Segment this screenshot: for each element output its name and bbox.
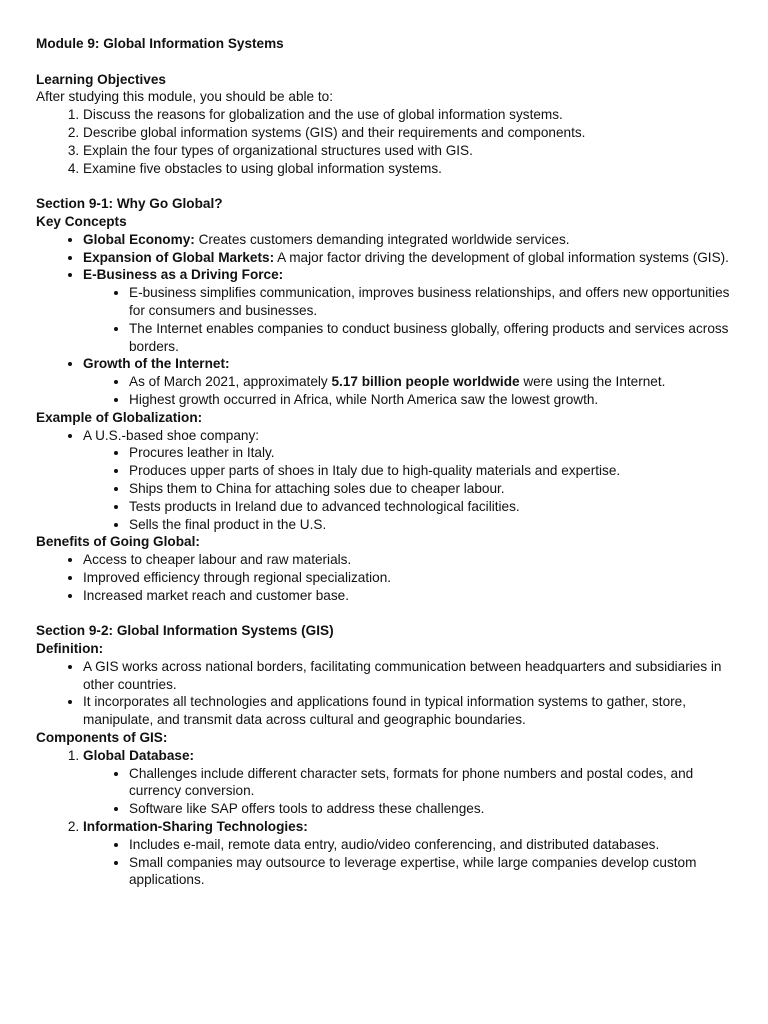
sub-item: • Tests products in Ireland due to advanced technological facilities. (129, 498, 736, 516)
example-text: A U.S.-based shoe company: (83, 427, 260, 443)
definition-item: • It incorporates all technologies and applications found in typical information systems to gather, store, manipulate, and transmit data across cultural and geographic boundaries. (83, 693, 736, 729)
text: were using the Internet. (519, 374, 666, 390)
sub-list (83, 836, 736, 889)
term: E-Business as a Driving Force: (83, 267, 284, 283)
learning-objectives-heading: Learning Objectives (36, 71, 166, 87)
components-list (36, 747, 736, 889)
sub-item: • Includes e-mail, remote data entry, audio/video conferencing, and distributed databases. (129, 836, 736, 854)
spacer (36, 605, 736, 623)
sub-list (83, 373, 736, 409)
example-list (36, 427, 736, 534)
key-concepts-list (36, 231, 736, 409)
term-text: A major factor driving the development of global information systems (GIS). (274, 249, 729, 265)
sub-item: • Sells the final product in the U.S. (129, 516, 736, 534)
benefits-heading: Benefits of Going Global: (36, 534, 200, 550)
sub-list (83, 444, 736, 533)
document-body (36, 35, 736, 889)
term-text: Creates customers demanding integrated worldwide services. (194, 231, 570, 247)
definition-list (36, 658, 736, 729)
term: Expansion of Global Markets: (83, 249, 275, 265)
sub-item: • The Internet enables companies to conduct business globally, offering products and services across borders. (129, 320, 736, 356)
term: Information-Sharing Technologies: (83, 819, 308, 835)
example-heading: Example of Globalization: (36, 409, 203, 425)
objectives-list (36, 106, 736, 177)
term: Growth of the Internet: (83, 356, 230, 372)
module-title: Module 9: Global Information Systems (36, 36, 284, 51)
term: Global Economy: (83, 231, 195, 247)
benefits-list (36, 551, 736, 604)
objective-item: 4. Examine five obstacles to using global information systems. (83, 160, 736, 178)
sub-item: • Produces upper parts of shoes in Italy due to high-quality materials and expertise. (129, 462, 736, 480)
example-item (83, 427, 736, 534)
sub-list (83, 765, 736, 818)
text: As of March 2021, approximately (129, 374, 332, 390)
definition-item: • A GIS works across national borders, facilitating communication between headquarters and subsidiaries in other countries. (83, 658, 736, 694)
sub-item: • Procures leather in Italy. (129, 444, 736, 462)
benefit-item: • Increased market reach and customer base. (83, 587, 736, 605)
key-concept-item (83, 266, 736, 355)
benefit-item: • Improved efficiency through regional specialization. (83, 569, 736, 587)
objective-item: 3. Explain the four types of organizational structures used with GIS. (83, 142, 736, 160)
sub-item: • Highest growth occurred in Africa, while North America saw the lowest growth. (129, 391, 736, 409)
sub-list (83, 284, 736, 355)
sub-item (129, 373, 736, 391)
objective-item: 2. Describe global information systems (GIS) and their requirements and components. (83, 124, 736, 142)
component-item (83, 747, 736, 818)
objectives-intro: After studying this module, you should be able to: (36, 89, 333, 105)
sub-item: • Small companies may outsource to leverage expertise, while large companies develop custom applications. (129, 854, 736, 890)
section-9-1-heading: Section 9-1: Why Go Global? (36, 196, 223, 212)
sub-item: • Software like SAP offers tools to address these challenges. (129, 800, 736, 818)
objective-item: 1. Discuss the reasons for globalization and the use of global information systems. (83, 106, 736, 124)
key-concepts-heading: Key Concepts (36, 213, 127, 229)
section-9-2-heading: Section 9-2: Global Information Systems (GIS) (36, 623, 334, 639)
spacer (36, 177, 736, 195)
sub-item: • Ships them to China for attaching soles due to cheaper labour. (129, 480, 736, 498)
sub-item: • Challenges include different character sets, formats for phone numbers and postal codes, and currency conversion. (129, 765, 736, 801)
key-concept-item (83, 231, 736, 249)
definition-heading: Definition: (36, 641, 104, 657)
key-concept-item (83, 355, 736, 408)
term: Global Database: (83, 747, 195, 763)
highlight: 5.17 billion people worldwide (331, 374, 520, 390)
benefit-item: • Access to cheaper labour and raw materials. (83, 551, 736, 569)
component-item (83, 818, 736, 889)
sub-item: • E-business simplifies communication, improves business relationships, and offers new opportunities for consumers and businesses. (129, 284, 736, 320)
components-heading: Components of GIS: (36, 730, 168, 746)
spacer (36, 53, 736, 71)
key-concept-item (83, 249, 736, 267)
